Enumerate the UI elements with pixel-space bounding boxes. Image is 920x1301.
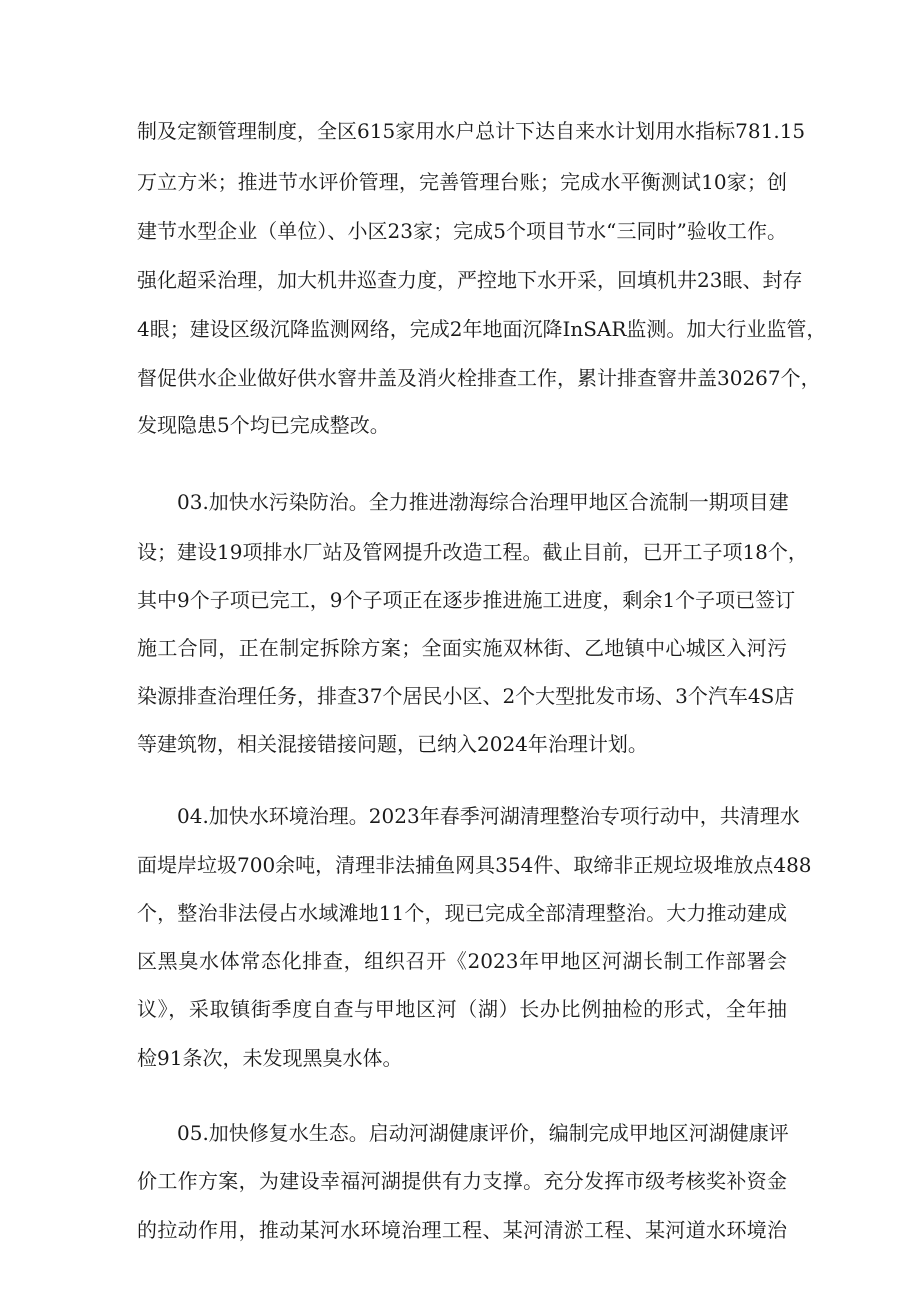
paragraph-heading-line: 04.加快水环境治理。2023年春季河湖清理整治专项行动中，共清理水 — [177, 804, 800, 828]
text-line: 议》，采取镇街季度自查与甲地区河（湖）长办比例抽检的形式，全年抽 — [137, 997, 787, 1021]
paragraph-heading-line: 03.加快水污染防治。全力推进渤海综合治理甲地区合流制一期项目建 — [177, 490, 789, 514]
text-line: 设；建设19项排水厂站及管网提升改造工程。截止目前，已开工子项18个， — [137, 540, 808, 564]
text-line: 施工合同，正在制定拆除方案；全面实施双林街、乙地镇中心城区入河污 — [137, 636, 787, 660]
text-line: 督促供水企业做好供水窨井盖及消火栓排查工作，累计排查窨井盖30267个， — [137, 366, 821, 390]
text-line: 价工作方案，为建设幸福河湖提供有力支撑。充分发挥市级考核奖补资金 — [137, 1169, 787, 1193]
paragraph-heading-line: 05.加快修复水生态。启动河湖健康评价，编制完成甲地区河湖健康评 — [177, 1121, 789, 1145]
text-line: 的拉动作用，推动某河水环境治理工程、某河清淤工程、某河道水环境治 — [137, 1218, 787, 1242]
text-line: 等建筑物，相关混接错接问题，已纳入2024年治理计划。 — [137, 732, 648, 756]
text-line: 区黑臭水体常态化排查，组织召开《2023年甲地区河湖长制工作部署会 — [137, 949, 787, 973]
text-line: 面堤岸垃圾700余吨，清理非法捕鱼网具354件、取缔非正规垃圾堆放点488 — [137, 853, 812, 877]
text-line: 制及定额管理制度，全区615家用水户总计下达自来水计划用水指标781.15 — [137, 119, 806, 143]
text-line: 4眼；建设区级沉降监测网络，完成2年地面沉降InSAR监测。加大行业监管， — [137, 317, 827, 341]
text-line: 检91条次，未发现黑臭水体。 — [137, 1046, 403, 1070]
text-line: 强化超采治理，加大机井巡查力度，严控地下水开采，回填机井23眼、封存 — [137, 268, 803, 292]
text-line: 发现隐患5个均已完成整改。 — [137, 413, 390, 437]
text-line: 染源排查治理任务，排查37个居民小区、2个大型批发市场、3个汽车4S店 — [137, 684, 795, 708]
text-line: 其中9个子项已完工，9个子项正在逐步推进施工进度，剩余1个子项已签订 — [137, 588, 796, 612]
text-line: 万立方米；推进节水评价管理，完善管理台账；完成水平衡测试10家；创 — [137, 170, 787, 194]
text-line: 建节水型企业（单位）、小区23家；完成5个项目节水“三同时”验收工作。 — [137, 219, 787, 243]
text-line: 个，整治非法侵占水域滩地11个，现已完成全部清理整治。大力推动建成 — [137, 901, 787, 925]
